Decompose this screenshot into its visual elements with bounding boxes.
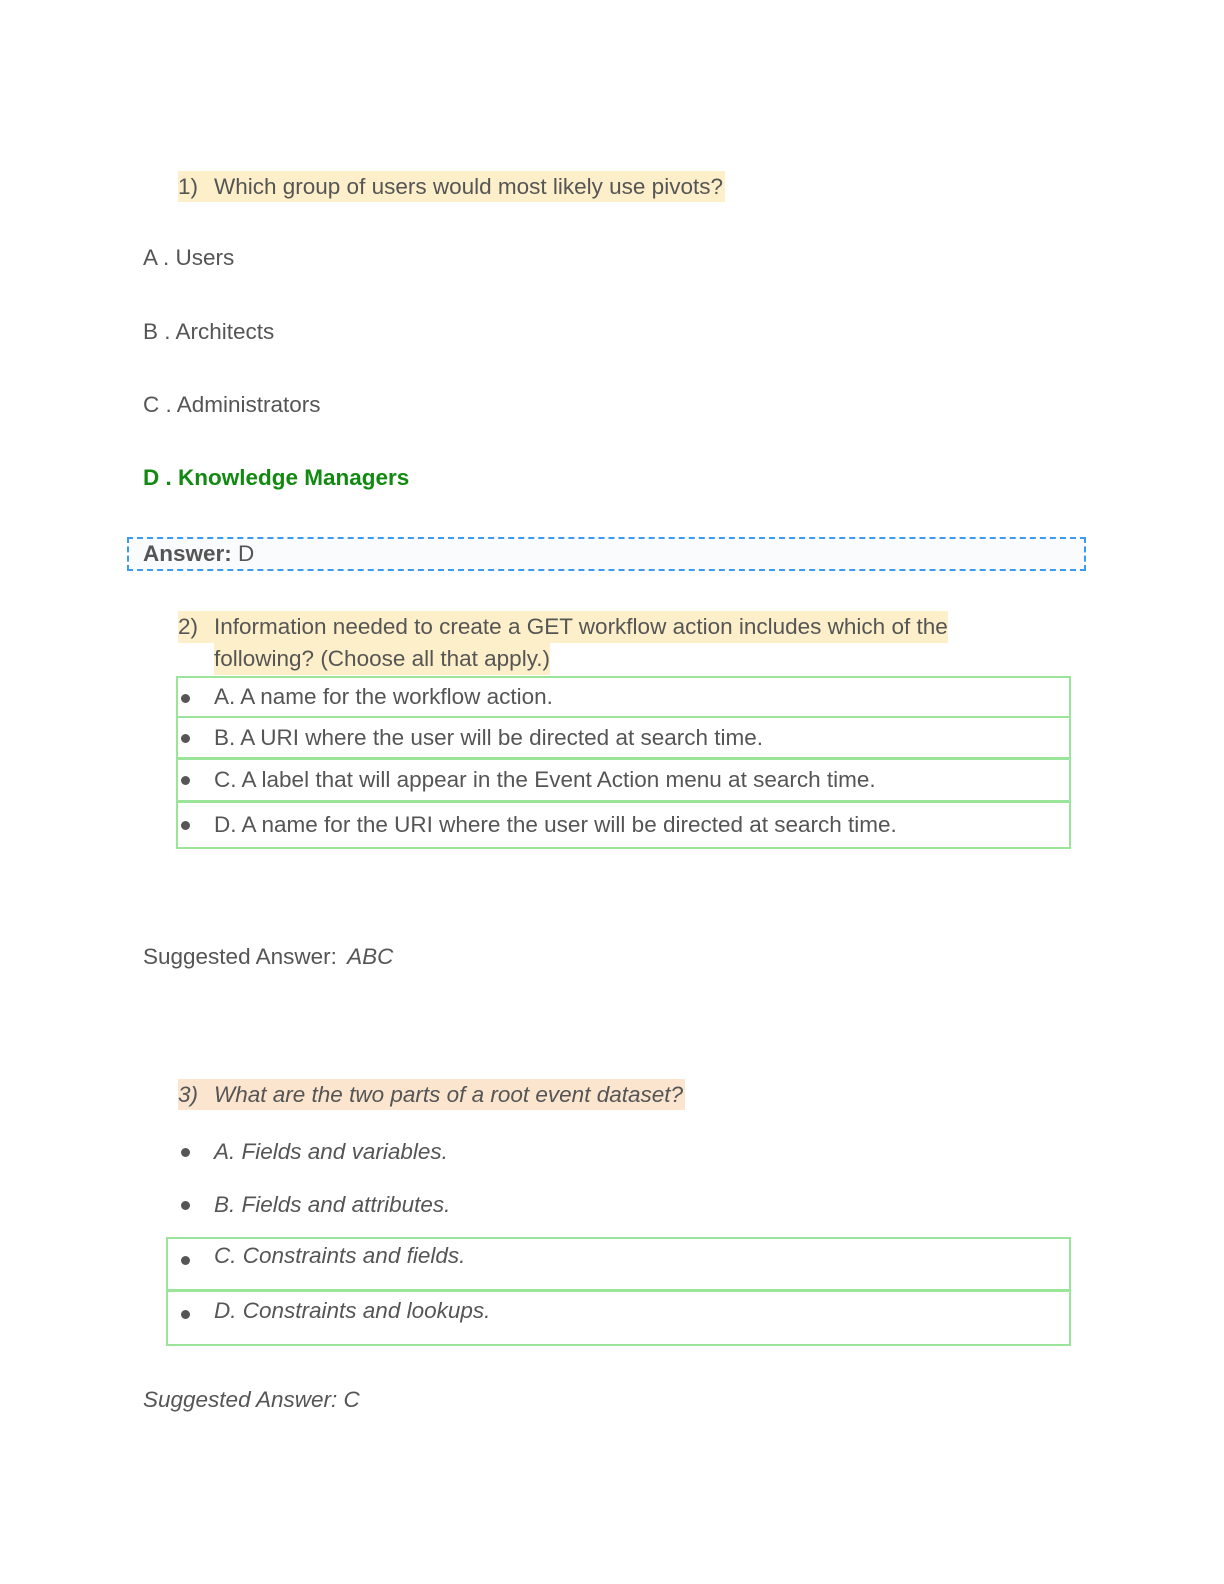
q2-option-d: D. A name for the URI where the user will be directed at search time. bbox=[214, 812, 897, 837]
q1-option-d-correct: D . Knowledge Managers bbox=[143, 465, 410, 490]
q1-option-a: A . Users bbox=[143, 245, 235, 270]
question-1-title bbox=[178, 171, 725, 202]
q3-suggested-answer: Suggested Answer: C bbox=[143, 1387, 360, 1412]
q2-option-c: C. A label that will appear in the Event Action menu at search time. bbox=[214, 767, 876, 792]
suggested-answer-label: Suggested Answer: bbox=[143, 944, 337, 969]
q2-option-row-b bbox=[176, 716, 1071, 759]
bullet-icon bbox=[181, 734, 190, 743]
q3-option-d: D. Constraints and lookups. bbox=[214, 1298, 491, 1323]
q2-option-a: A. A name for the workflow action. bbox=[214, 684, 553, 709]
q3-option-b-item bbox=[178, 1190, 450, 1220]
q2-option-b: B. A URI where the user will be directed at search time. bbox=[214, 724, 763, 750]
bullet-icon bbox=[181, 821, 190, 830]
question-3-number: 3) bbox=[178, 1082, 199, 1107]
q2-option-row-d bbox=[176, 801, 1071, 849]
q2-option-row-c bbox=[176, 758, 1071, 802]
q3-option-row-d bbox=[166, 1290, 1071, 1346]
answer-box bbox=[127, 537, 1086, 571]
q3-option-b: B. Fields and attributes. bbox=[214, 1192, 451, 1217]
question-1-text: Which group of users would most likely use pivots? bbox=[214, 174, 723, 199]
question-3-text: What are the two parts of a root event dataset? bbox=[214, 1082, 684, 1107]
question-2-title bbox=[178, 611, 948, 675]
question-2-number: 2) bbox=[178, 614, 199, 639]
q1-option-b: B . Architects bbox=[143, 319, 275, 344]
question-2-line-2: following? (Choose all that apply.) bbox=[214, 643, 550, 675]
bullet-icon bbox=[181, 776, 190, 785]
q1-option-c: C . Administrators bbox=[143, 392, 321, 417]
answer-label: Answer: bbox=[143, 541, 232, 566]
bullet-icon bbox=[181, 1201, 190, 1210]
q3-option-a: A. Fields and variables. bbox=[214, 1139, 448, 1164]
question-2-line-1 bbox=[178, 611, 948, 643]
bullet-icon bbox=[181, 1148, 190, 1157]
answer-line bbox=[143, 539, 254, 569]
question-3-title bbox=[178, 1079, 685, 1110]
q3-option-a-item bbox=[178, 1137, 448, 1167]
bullet-icon bbox=[181, 1256, 190, 1265]
question-1-number: 1) bbox=[178, 174, 199, 199]
q2-suggested-answer bbox=[143, 942, 393, 972]
q3-option-c: C. Constraints and fields. bbox=[214, 1243, 466, 1268]
bullet-icon bbox=[181, 1310, 190, 1319]
suggested-answer-value: ABC bbox=[347, 944, 394, 969]
bullet-icon bbox=[181, 694, 190, 703]
q2-option-row-a bbox=[176, 676, 1071, 718]
answer-value: D bbox=[238, 541, 255, 566]
q3-option-row-c bbox=[166, 1237, 1071, 1291]
question-2-text-line-1: Information needed to create a GET workflow action includes which of the bbox=[214, 614, 948, 639]
